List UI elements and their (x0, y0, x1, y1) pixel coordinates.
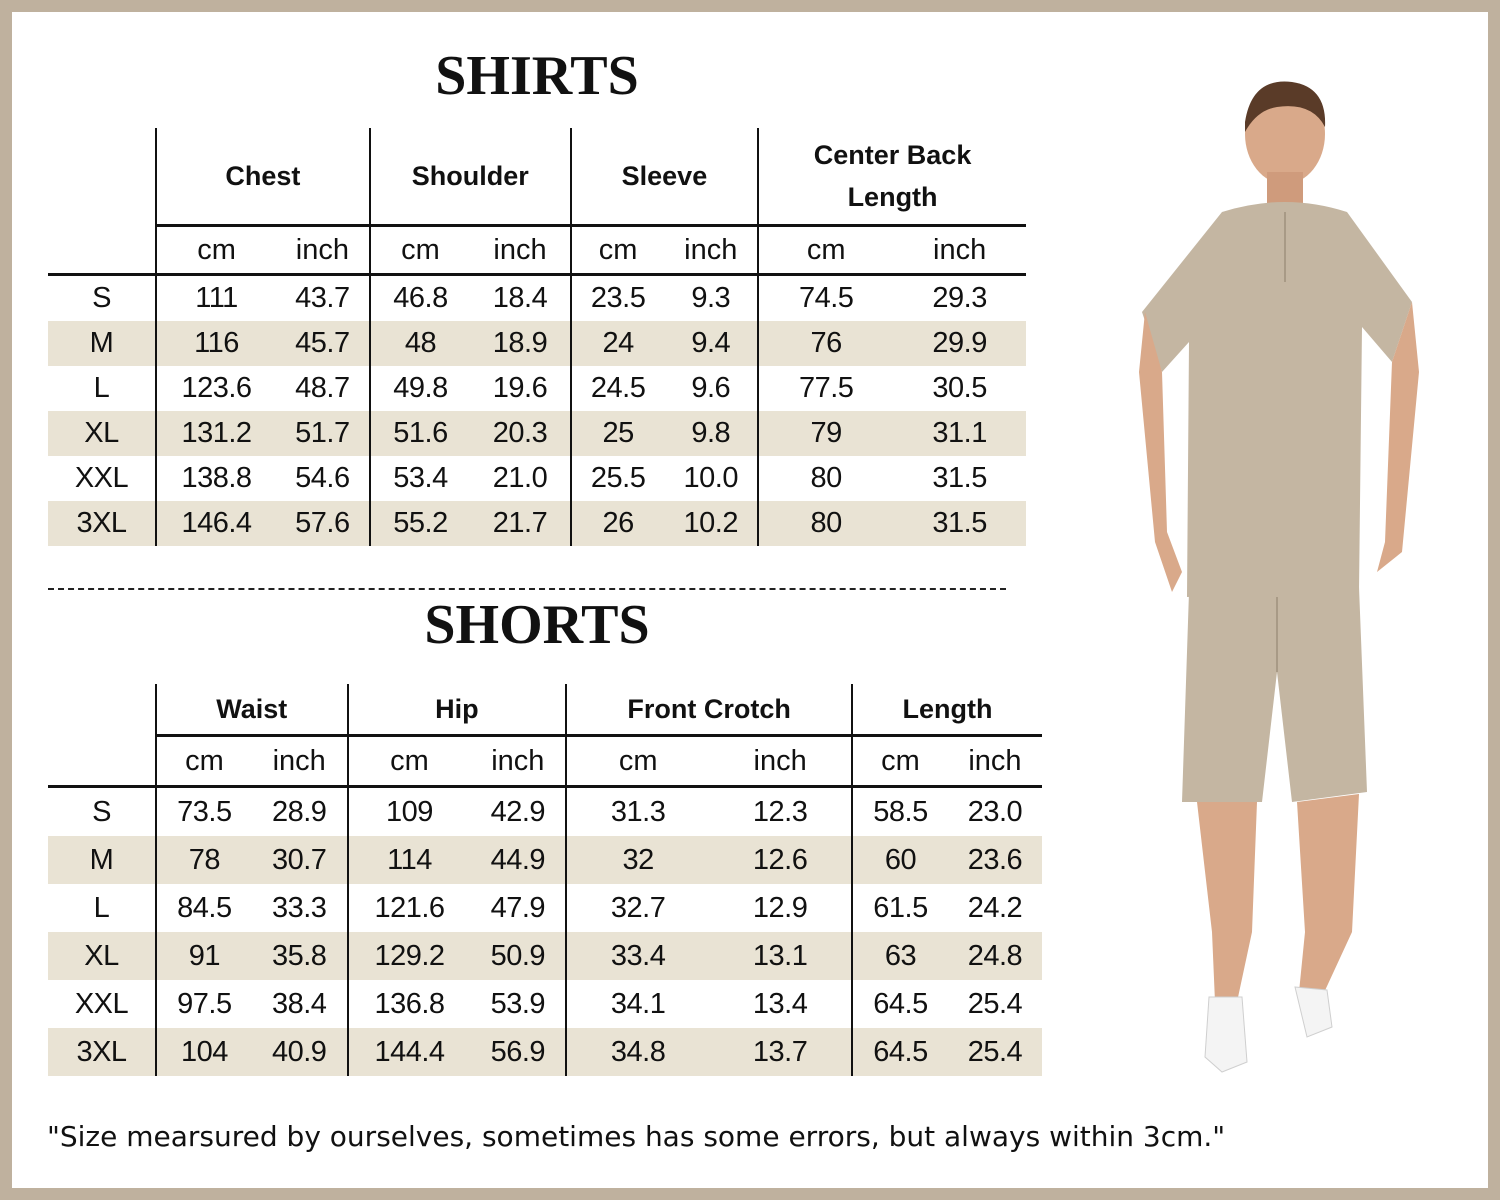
measurement-cell: 9.8 (664, 411, 758, 456)
measurement-cell: 91 (156, 932, 252, 980)
measurement-cell: 48 (370, 321, 471, 366)
measurement-cell: 56.9 (470, 1028, 566, 1076)
measurement-cell: 34.1 (566, 980, 709, 1028)
unit-header: inch (709, 736, 852, 787)
measurement-cell: 114 (348, 836, 471, 884)
measurement-cell: 35.8 (252, 932, 348, 980)
measurement-cell: 34.8 (566, 1028, 709, 1076)
unit-header-row (48, 226, 1026, 275)
measurement-cell: 51.7 (276, 411, 370, 456)
measurement-cell: 123.6 (156, 366, 276, 411)
measurement-cell: 48.7 (295, 372, 350, 404)
measurement-cell: 30.5 (932, 372, 987, 404)
table-row (48, 411, 1026, 456)
measurement-cell: 10.2 (664, 501, 758, 546)
measurement-cell: 44.9 (470, 836, 566, 884)
measurement-group-header: Sleeve (571, 128, 758, 226)
measurement-cell: 97.5 (156, 980, 252, 1028)
measurement-cell: 104 (156, 1028, 252, 1076)
measurement-cell: 19.6 (492, 372, 548, 404)
measurement-cell: 84.5 (156, 884, 252, 932)
measurement-cell: 12.6 (709, 836, 852, 884)
table-row (48, 501, 1026, 546)
measurement-cell: 47.9 (490, 891, 546, 924)
unit-header: cm (852, 736, 948, 787)
measurement-cell: 9.4 (664, 321, 758, 366)
size-label: M (48, 321, 156, 366)
table-row (48, 275, 1026, 322)
measurement-cell: 146.4 (156, 501, 276, 546)
measurement-group-header: Length (852, 684, 1042, 736)
measurement-cell: 79 (758, 411, 893, 456)
measurement-cell: 25 (571, 411, 665, 456)
measurement-cell: 32 (566, 836, 709, 884)
measurement-cell: 111 (156, 275, 276, 322)
measurement-cell: 53.9 (490, 987, 546, 1020)
measurement-cell: 74.5 (758, 275, 893, 322)
shorts-title: SHORTS (424, 594, 650, 656)
measurement-cell: 60 (852, 836, 948, 884)
unit-header: inch (252, 736, 348, 787)
measurement-cell: 63 (852, 932, 948, 980)
measurement-cell: 51.6 (370, 411, 471, 456)
size-label: L (93, 372, 110, 404)
measurement-cell: 136.8 (348, 980, 471, 1028)
measurement-cell: 21.7 (470, 501, 571, 546)
unit-header: inch (948, 736, 1042, 787)
unit-header: inch (893, 226, 1026, 275)
size-label: XL (48, 411, 156, 456)
unit-header: inch (276, 226, 370, 275)
measurement-cell: 13.7 (709, 1028, 852, 1076)
group-header-row (48, 684, 1042, 736)
measurement-cell: 13.4 (752, 987, 808, 1020)
measurement-cell: 40.9 (252, 1028, 348, 1076)
table-row (48, 321, 1026, 366)
measurement-cell: 73.5 (156, 787, 252, 837)
measurement-cell: 13.1 (709, 932, 852, 980)
unit-header: cm (758, 226, 893, 275)
measurement-cell: 28.9 (271, 795, 327, 828)
measurement-cell: 64.5 (852, 980, 948, 1028)
measurement-cell: 31.5 (893, 501, 1026, 546)
measurement-group-header: Hip (348, 684, 567, 736)
table-row (48, 456, 1026, 501)
measurement-group-header: Waist (156, 684, 348, 736)
measurement-cell: 55.2 (370, 501, 471, 546)
measurement-cell: 54.6 (295, 462, 350, 494)
table-row (48, 980, 1042, 1028)
size-label: S (92, 795, 111, 828)
model-illustration (1127, 72, 1427, 1092)
measurement-cell: 12.9 (752, 891, 808, 924)
measurement-group-header: Front Crotch (566, 684, 852, 736)
unit-header: inch (664, 226, 758, 275)
measurement-cell: 31.5 (932, 462, 987, 494)
table-row (48, 836, 1042, 884)
measurement-note: "Size mearsured by ourselves, sometimes has some errors, but always within 3cm." (47, 1120, 1226, 1153)
size-header-blank (48, 226, 156, 275)
group-header-row (48, 128, 1026, 226)
measurement-cell: 109 (348, 787, 471, 837)
size-header-blank (48, 736, 156, 787)
measurement-cell: 138.8 (156, 456, 276, 501)
measurement-cell: 45.7 (276, 321, 370, 366)
measurement-cell: 57.6 (276, 501, 370, 546)
measurement-cell: 9.3 (691, 282, 731, 314)
size-label: 3XL (48, 501, 156, 546)
measurement-cell: 18.9 (470, 321, 571, 366)
measurement-cell: 31.3 (566, 787, 709, 837)
measurement-cell: 61.5 (852, 884, 948, 932)
measurement-cell: 144.4 (348, 1028, 471, 1076)
measurement-cell: 20.3 (470, 411, 571, 456)
shorts-size-table (48, 684, 1042, 1076)
measurement-cell: 26 (571, 501, 665, 546)
size-chart-panel (12, 12, 1488, 1188)
table-row (48, 932, 1042, 980)
unit-header: inch (470, 226, 571, 275)
measurement-cell: 25.4 (948, 1028, 1042, 1076)
measurement-cell: 77.5 (758, 366, 893, 411)
measurement-cell: 78 (156, 836, 252, 884)
unit-header: cm (370, 226, 471, 275)
table-row (48, 787, 1042, 837)
measurement-cell: 18.4 (492, 282, 548, 314)
measurement-group-header: Center Back Length (758, 128, 1026, 226)
measurement-cell: 43.7 (295, 282, 350, 314)
measurement-cell: 29.3 (932, 282, 987, 314)
measurement-cell: 24.8 (948, 932, 1042, 980)
size-header-blank (48, 684, 156, 736)
measurement-cell: 76 (758, 321, 893, 366)
size-label: XL (48, 932, 156, 980)
measurement-cell: 25.4 (967, 987, 1023, 1020)
measurement-cell: 24.2 (967, 891, 1023, 924)
measurement-cell: 23.0 (967, 795, 1023, 828)
size-label: XXL (74, 462, 129, 494)
model-photo-icon (1127, 72, 1427, 1092)
section-divider (48, 588, 1006, 590)
measurement-cell: 80 (758, 456, 893, 501)
size-label: 3XL (48, 1028, 156, 1076)
size-header-blank (48, 128, 156, 226)
measurement-group-header: Chest (156, 128, 370, 226)
table-row (48, 1028, 1042, 1076)
size-label: M (48, 836, 156, 884)
measurement-cell: 23.5 (571, 275, 665, 322)
measurement-cell: 46.8 (370, 275, 471, 322)
size-label: S (92, 282, 111, 314)
unit-header: cm (571, 226, 665, 275)
unit-header: inch (470, 736, 566, 787)
measurement-cell: 64.5 (852, 1028, 948, 1076)
measurement-cell: 80 (758, 501, 893, 546)
measurement-cell: 12.3 (752, 795, 808, 828)
measurement-cell: 21.0 (492, 462, 548, 494)
table-row (48, 884, 1042, 932)
measurement-cell: 121.6 (348, 884, 471, 932)
measurement-cell: 29.9 (893, 321, 1026, 366)
measurement-cell: 49.8 (370, 366, 471, 411)
measurement-cell: 129.2 (348, 932, 471, 980)
measurement-cell: 31.1 (893, 411, 1026, 456)
unit-header: cm (348, 736, 471, 787)
measurement-cell: 33.3 (271, 891, 327, 924)
unit-header: cm (566, 736, 709, 787)
measurement-cell: 116 (156, 321, 276, 366)
unit-header: cm (156, 226, 276, 275)
unit-header-row (48, 736, 1042, 787)
measurement-cell: 58.5 (852, 787, 948, 837)
measurement-cell: 30.7 (252, 836, 348, 884)
table-row (48, 366, 1026, 411)
shirts-title: SHIRTS (435, 45, 639, 107)
measurement-cell: 33.4 (566, 932, 709, 980)
shirts-size-table (48, 128, 1026, 546)
size-label: L (93, 891, 110, 924)
measurement-cell: 10.0 (683, 462, 738, 494)
measurement-cell: 24 (571, 321, 665, 366)
measurement-cell: 9.6 (691, 372, 731, 404)
measurement-cell: 38.4 (271, 987, 327, 1020)
measurement-cell: 23.6 (948, 836, 1042, 884)
measurement-cell: 32.7 (566, 884, 709, 932)
measurement-cell: 25.5 (571, 456, 665, 501)
measurement-cell: 24.5 (571, 366, 665, 411)
measurement-cell: 50.9 (470, 932, 566, 980)
measurement-cell: 131.2 (156, 411, 276, 456)
unit-header: cm (156, 736, 252, 787)
measurement-cell: 53.4 (370, 456, 471, 501)
measurement-cell: 42.9 (490, 795, 546, 828)
measurement-group-header: Shoulder (370, 128, 571, 226)
size-label: XXL (74, 987, 129, 1020)
